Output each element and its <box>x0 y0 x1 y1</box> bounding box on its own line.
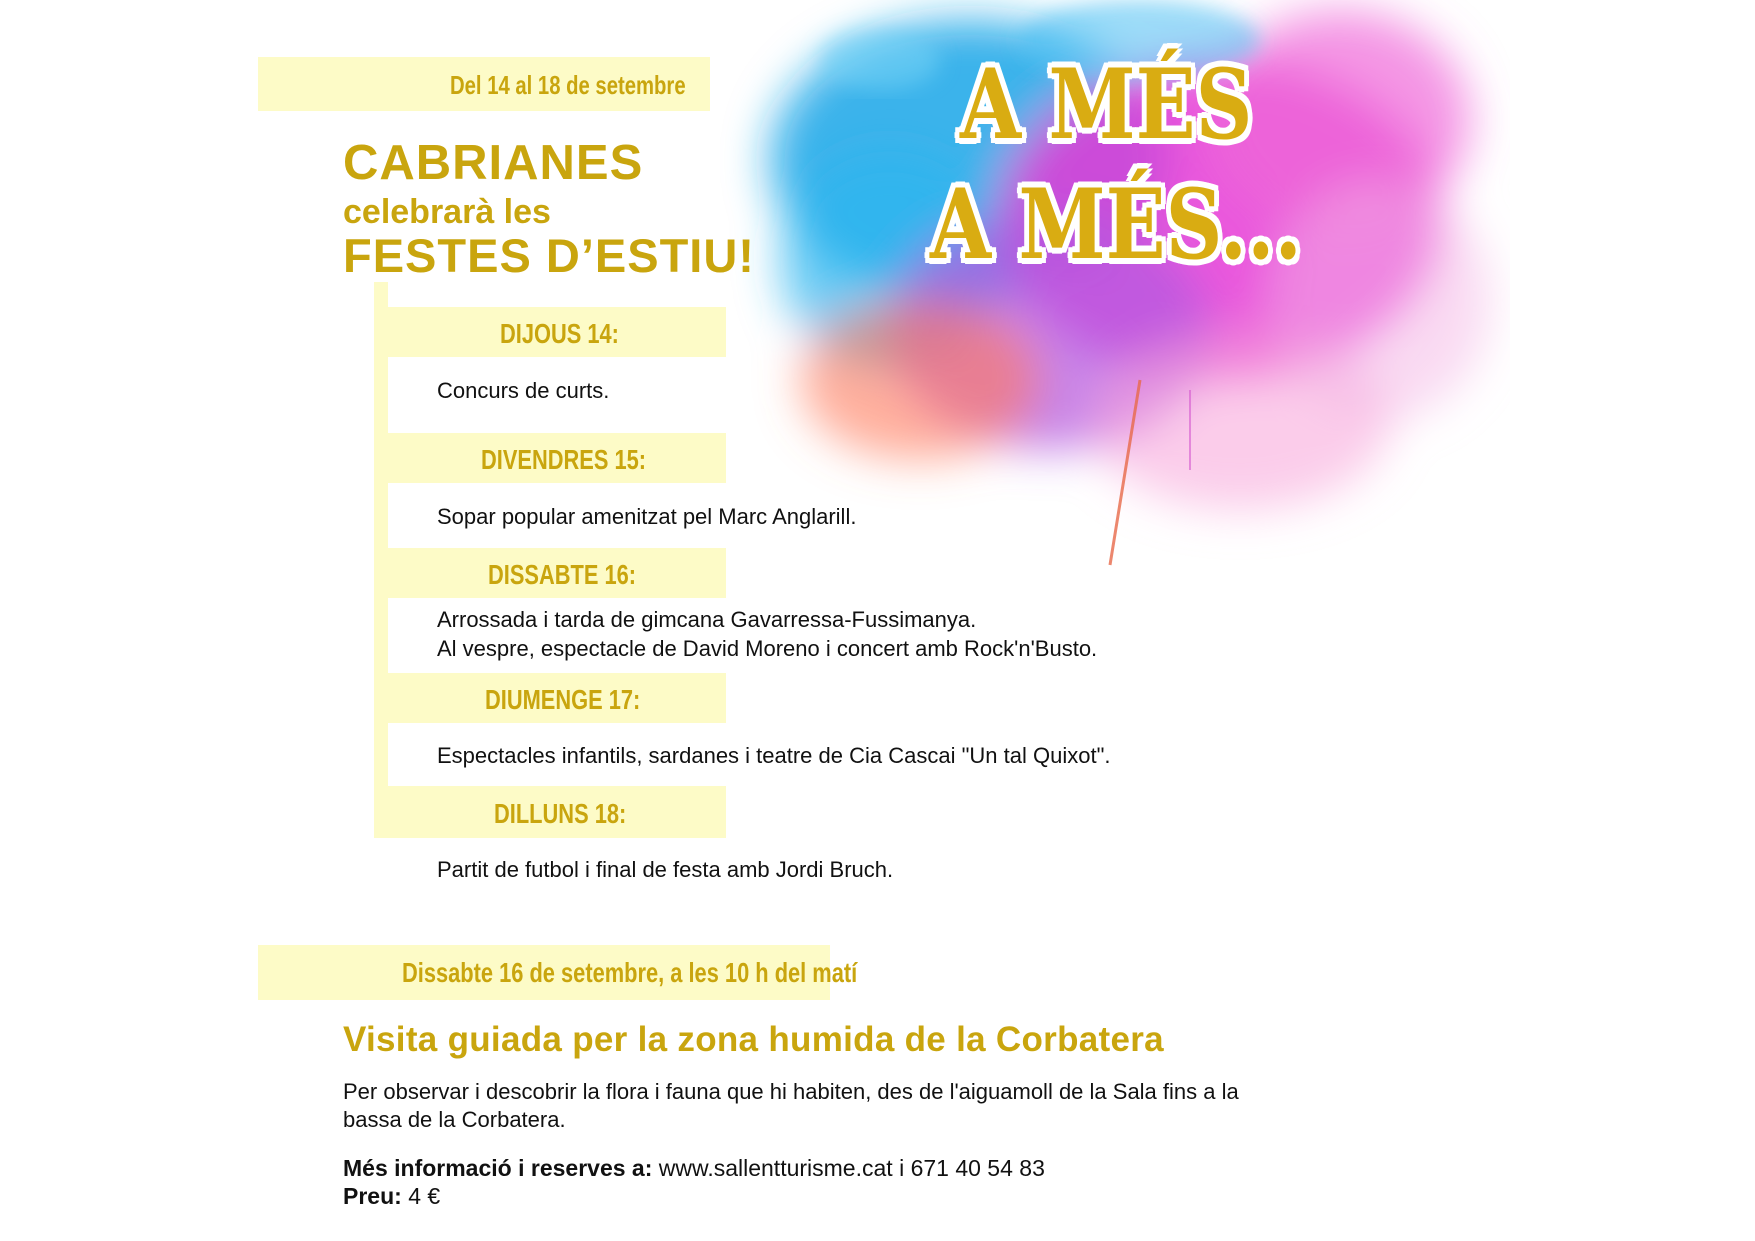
title-subtitle: celebrarà les <box>343 193 551 231</box>
day-label: DISSABTE 16: <box>488 559 637 590</box>
date-range-text: Del 14 al 18 de setembre <box>450 70 686 100</box>
visit-description: Per observar i descobrir la flora i fauna que hi habiten, des de l'aiguamoll de la Sala fins a la bassa de la Corbatera. <box>343 1079 1239 1132</box>
day-label: DIJOUS 14: <box>500 318 619 349</box>
price-label: Preu: <box>343 1183 402 1209</box>
visit-title: Visita guiada per la zona humida de la Corbatera <box>343 1020 1164 1059</box>
title-festival: FESTES D’ESTIU! <box>343 229 755 282</box>
day-description: Partit de futbol i final de festa amb Jordi Bruch. <box>437 857 894 882</box>
visit-date-text: Dissabte 16 de setembre, a les 10 h del matí <box>402 957 858 988</box>
day-label: DILLUNS 18: <box>494 798 627 829</box>
day-description: Al vespre, espectacle de David Moreno i concert amb Rock'n'Busto. <box>437 636 1098 661</box>
day-description: Concurs de curts. <box>437 378 610 403</box>
title-town: CABRIANES <box>343 136 644 190</box>
info-value: www.sallentturisme.cat i 671 40 54 83 <box>658 1155 1045 1181</box>
day-description: Sopar popular amenitzat pel Marc Anglarill. <box>437 504 857 529</box>
day-description: Arrossada i tarda de gimcana Gavarressa-Fussimanya. <box>437 607 977 632</box>
info-line <box>343 1155 1045 1182</box>
day-description: Espectacles infantils, sardanes i teatre de Cia Cascai "Un tal Quixot". <box>437 743 1111 768</box>
price-value: 4 € <box>408 1183 441 1209</box>
day-label: DIUMENGE 17: <box>485 684 641 715</box>
price-line <box>343 1183 440 1210</box>
splash-heading-line2: A MÉS... <box>930 168 1302 281</box>
splash-heading-line1: A MÉS <box>960 48 1253 161</box>
info-label: Més informació i reserves a: <box>343 1155 653 1181</box>
day-label: DIVENDRES 15: <box>481 444 647 475</box>
